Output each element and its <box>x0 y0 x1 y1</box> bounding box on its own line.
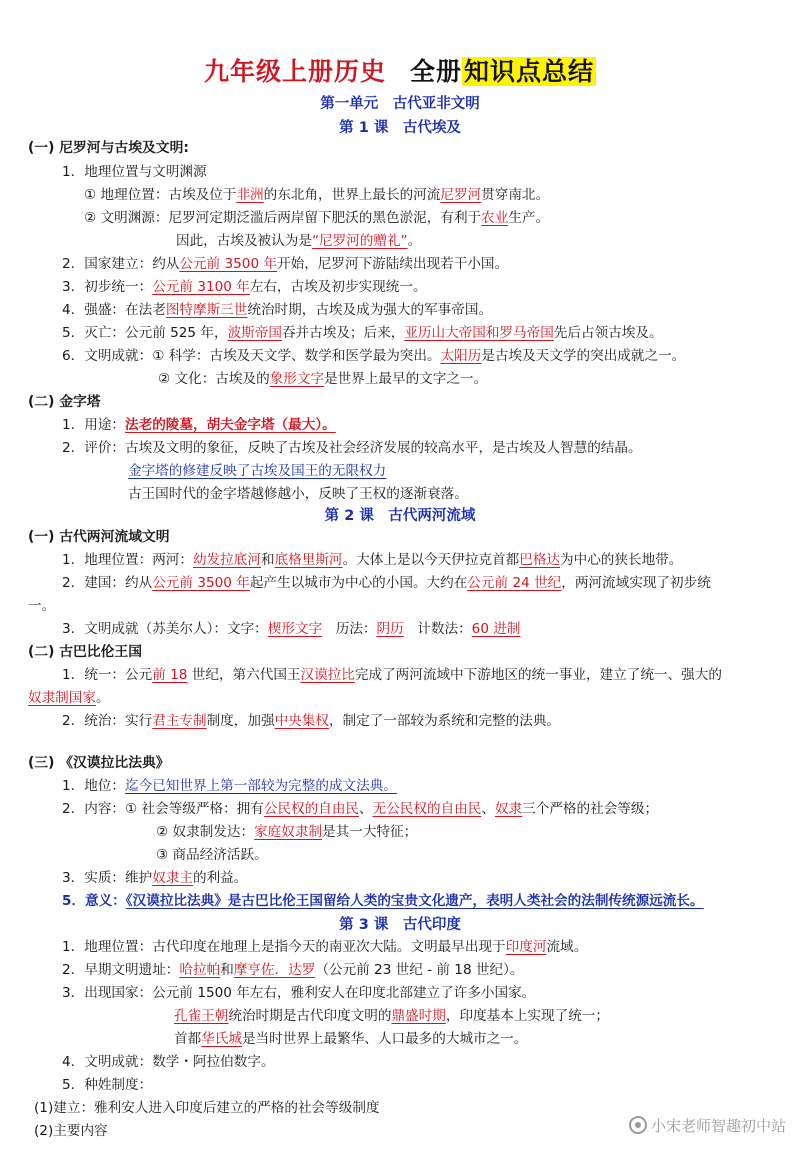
text-line: 5．意义：《汉谟拉比法典》是古巴比伦王国留给人类的宝贵文化遗产，表明人类社会的法制传统源远流长。 <box>62 893 704 909</box>
text-line: 首都华氏城是当时世界上最繁华、人口最多的大城市之一。 <box>174 1031 528 1047</box>
text-line: 4．强盛：在法老图特摩斯三世统治时期，古埃及成为强大的军事帝国。 <box>62 302 493 318</box>
text-line: 1．地位：迄今已知世界上第一部较为完整的成文法典。 <box>62 778 397 794</box>
text-line: (2)主要内容 <box>34 1123 108 1139</box>
section-heading: (一) 古代两河流域文明 <box>28 529 170 545</box>
section-heading: (二) 金字塔 <box>28 394 101 410</box>
text-line: 3．实质：维护奴隶主的利益。 <box>62 870 248 886</box>
text-line: 古王国时代的金字塔越修越小，反映了王权的逐渐衰落。 <box>128 486 468 502</box>
text-line: 1．地理位置：两河：幼发拉底河和底格里斯河。大体上是以今天伊拉克首都巴格达为中心的狭长地带。 <box>62 552 683 568</box>
text-line: 2．评价：古埃及文明的象征，反映了古埃及社会经济发展的较高水平，是古埃及人智慧的结晶。 <box>62 440 642 456</box>
text-line: 1．统一：公元前 18 世纪，第六代国王汉谟拉比完成了两河流域中下游地区的统一事业，建立了统一、强大的 <box>62 667 722 683</box>
text-line: 2．内容：① 社会等级严格：拥有公民权的自由民、无公民权的自由民、奴隶三个严格的社会等级； <box>62 801 659 817</box>
section-heading: (一) 尼罗河与古埃及文明: <box>28 140 189 156</box>
lesson-heading: 第 1 课 古代埃及 <box>339 120 461 136</box>
text-line: 奴隶制国家。 <box>28 690 110 706</box>
text-line: 因此，古埃及被认为是“尼罗河的赠礼”。 <box>176 233 422 249</box>
text-line: ② 奴隶制发达：家庭奴隶制是其一大特征； <box>156 824 418 840</box>
item-heading: 1．地理位置与文明渊源 <box>62 164 207 180</box>
lesson-heading: 第 3 课 古代印度 <box>339 917 461 933</box>
text-line: 金字塔的修建反映了古埃及国王的无限权力 <box>128 463 387 479</box>
text-line: 2．国家建立：约从公元前 3500 年开始，尼罗河下游陆续出现若干小国。 <box>62 256 509 272</box>
page-title <box>0 52 800 88</box>
text-line: 2．早期文明遗址：哈拉帕和摩亨佐．达罗（公元前 23 世纪 - 前 18 世纪）。 <box>62 962 524 978</box>
text-line: 5．灭亡：公元前 525 年，波斯帝国吞并古埃及；后来，亚历山大帝国和罗马帝国先后占领古埃及。 <box>62 325 663 341</box>
text-line: 1．用途：法老的陵墓，胡夫金字塔（最大）。 <box>62 417 336 433</box>
text-line: ③ 商品经济活跃。 <box>156 847 268 863</box>
text-line: 3．文明成就（苏美尔人）：文字：楔形文字 历法：阴历 计数法：60 进制 <box>62 621 521 637</box>
title-black-part: 全册 <box>409 57 462 86</box>
text-line: 5．种姓制度： <box>62 1077 153 1093</box>
text-line: 2．统治：实行君主专制制度，加强中央集权，制定了一部较为系统和完整的法典。 <box>62 713 561 729</box>
text-line: (1)建立：雅利安人进入印度后建立的严格的社会等级制度 <box>34 1100 380 1116</box>
text-line: ① 地理位置：古埃及位于非洲的东北角，世界上最长的河流尼罗河贯穿南北。 <box>84 187 550 203</box>
text-line: 3．初步统一：公元前 3100 年左右，古埃及初步实现统一。 <box>62 279 427 295</box>
lesson-heading: 第 2 课 古代两河流域 <box>324 508 476 524</box>
text-line: 4．文明成就：数学・阿拉伯数字。 <box>62 1054 275 1070</box>
watermark-icon <box>629 1116 647 1134</box>
text-line: 2．建国：约从公元前 3500 年起产生以城市为中心的小国。大约在公元前 24 世纪，两河流域实现了初步统 <box>62 575 711 591</box>
text-line: 3．出现国家：公元前 1500 年左右，雅利安人在印度北部建立了许多小国家。 <box>62 985 536 1001</box>
text-line: 孔雀王朝统治时期是古代印度文明的鼎盛时期，印度基本上实现了统一； <box>174 1008 609 1024</box>
section-heading: (三) 《汉谟拉比法典》 <box>28 755 170 771</box>
watermark: 小宋老师智趣初中站 <box>629 1115 786 1136</box>
title-red-part: 九年级上册历史 <box>203 57 386 86</box>
unit-heading: 第一单元 古代亚非文明 <box>320 96 480 112</box>
text-line: 6．文明成就：① 科学：古埃及天文学、数学和医学最为突出。太阳历是古埃及天文学的突出成就之一。 <box>62 348 686 364</box>
section-heading: (二) 古巴比伦王国 <box>28 644 142 660</box>
title-highlight-part: 知识点总结 <box>464 57 595 86</box>
text-line: ② 文明渊源：尼罗河定期泛滥后两岸留下肥沃的黑色淤泥，有利于农业生产。 <box>84 210 550 226</box>
text-line: 1．地理位置：古代印度在地理上是指今天的南亚次大陆。文明最早出现于印度河流域。 <box>62 939 588 955</box>
text-line: 一。 <box>28 598 56 614</box>
text-line: ② 文化：古埃及的象形文字是世界上最早的文字之一。 <box>158 371 488 387</box>
